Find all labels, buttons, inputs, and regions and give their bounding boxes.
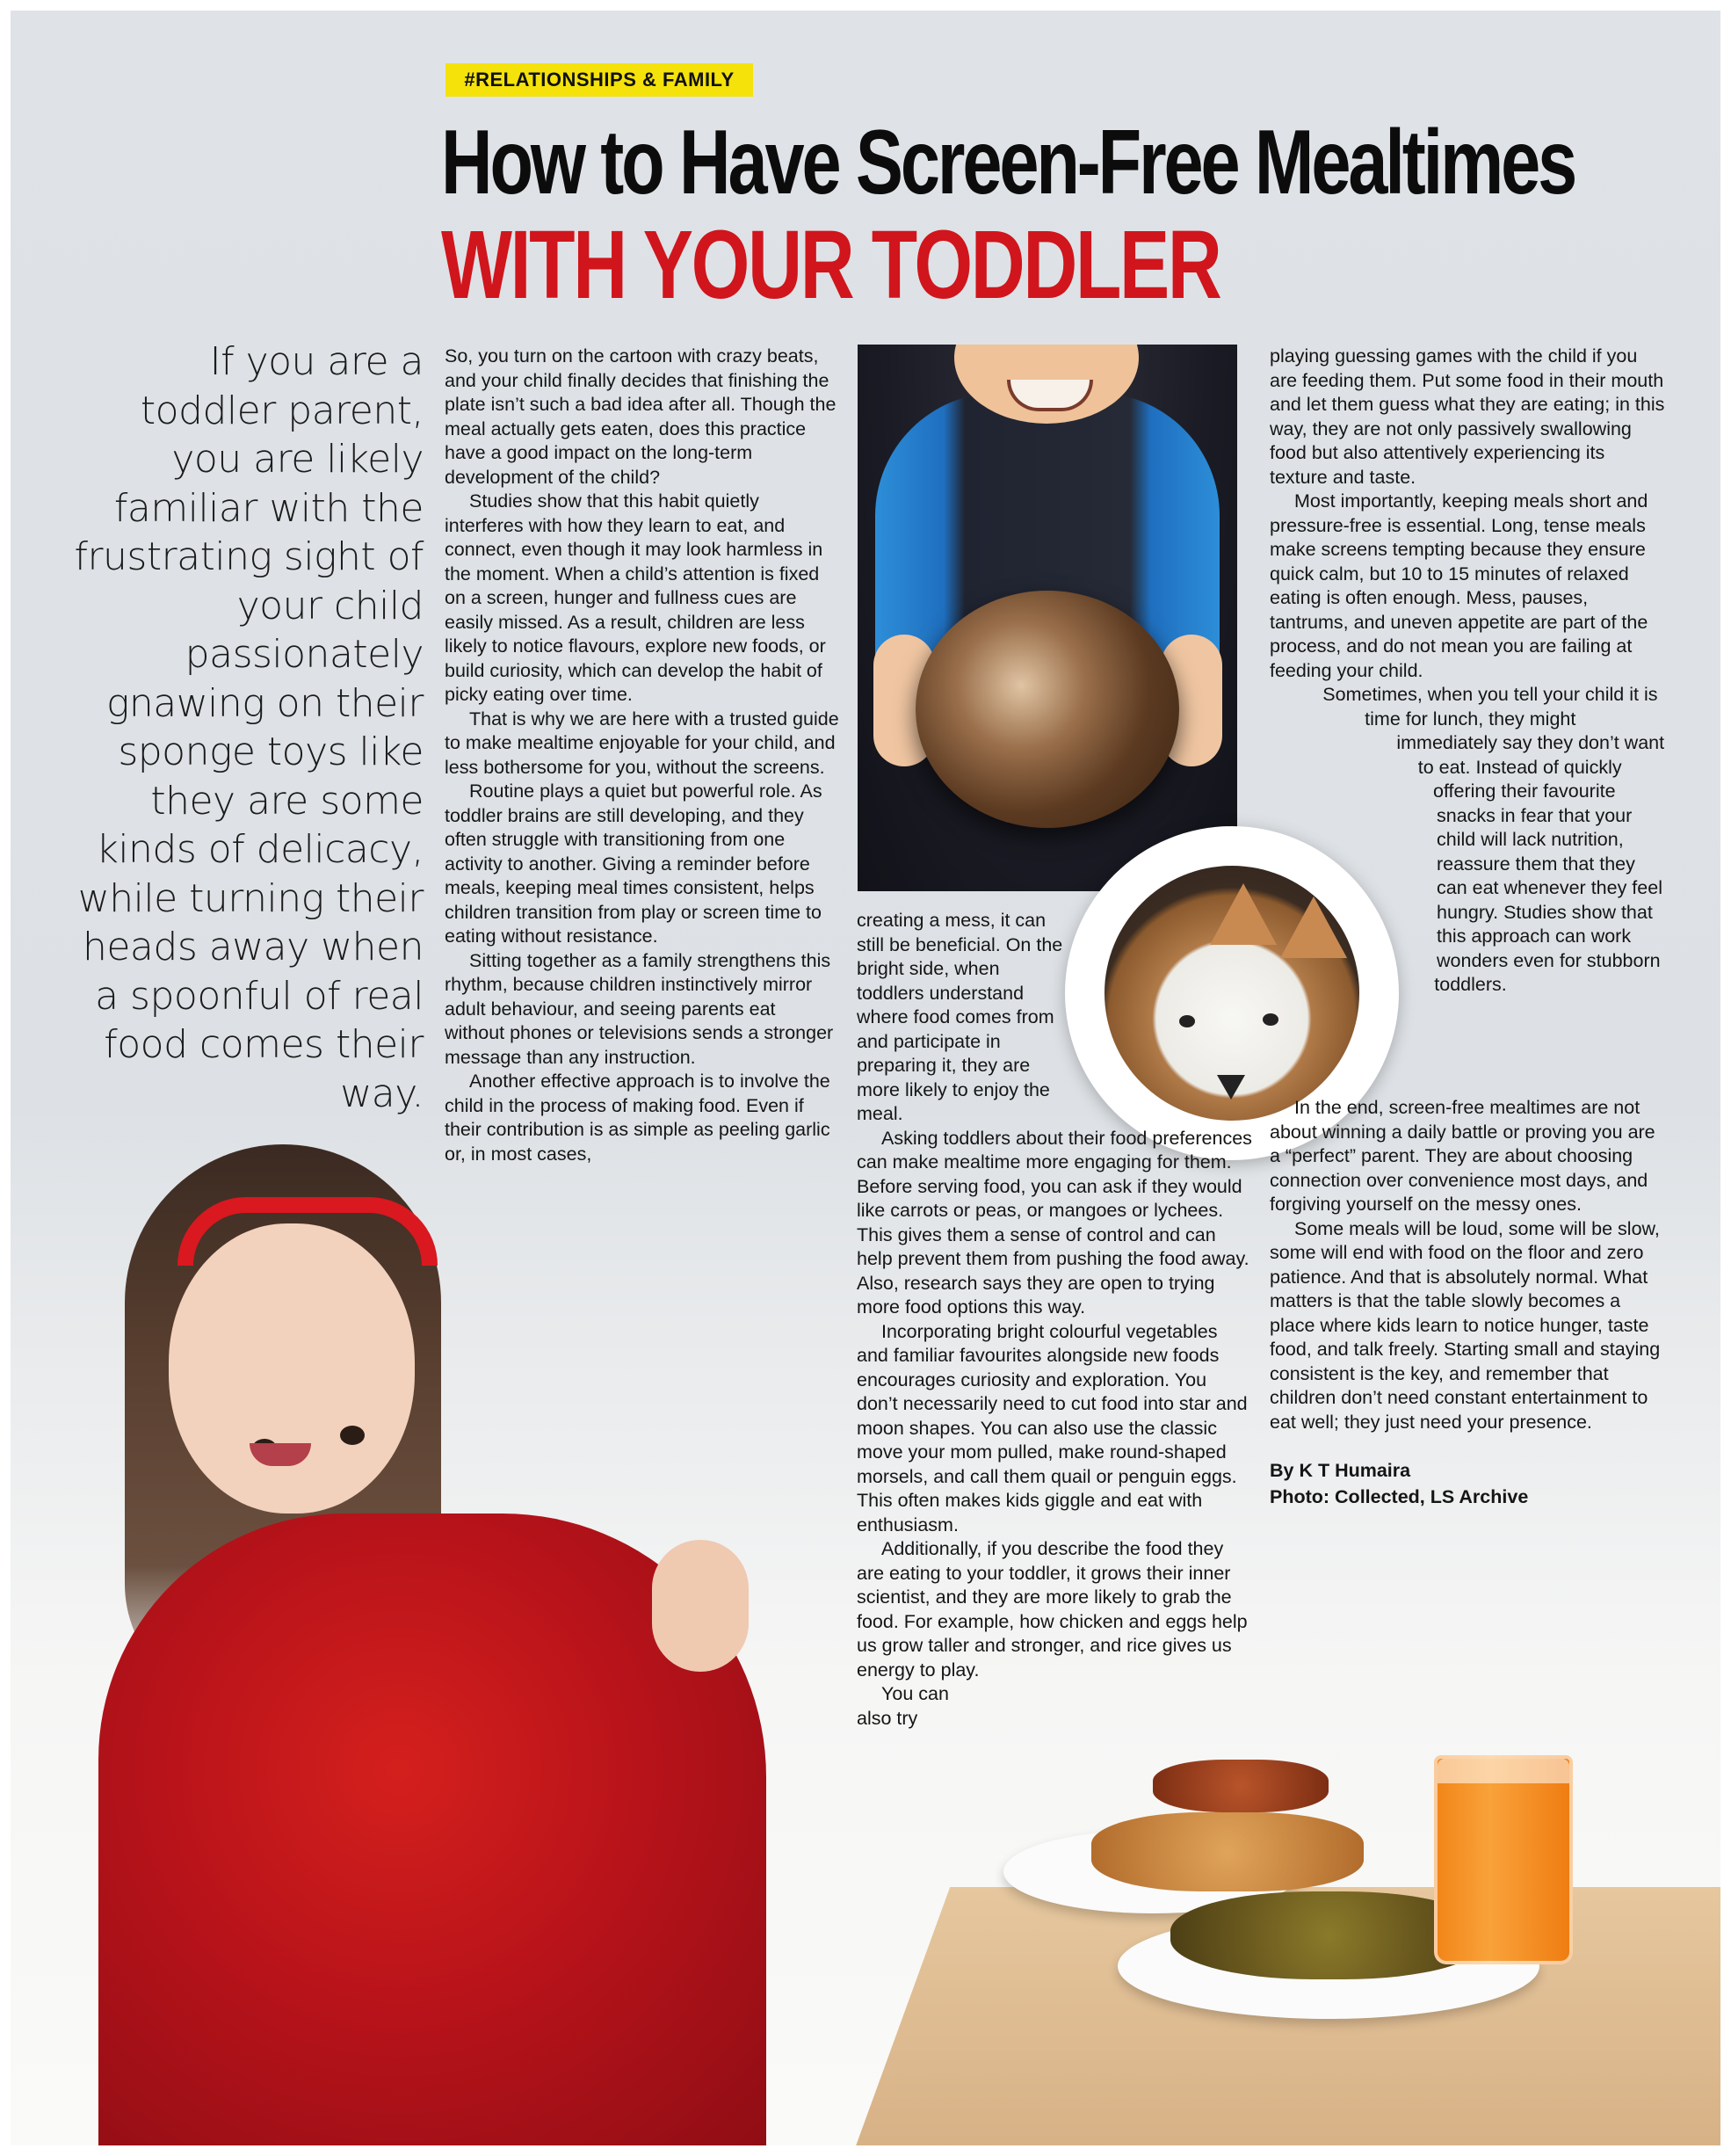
girl-eye-right xyxy=(340,1426,365,1445)
girl-face xyxy=(169,1223,415,1514)
intro-pullquote: If you are a toddler parent, you are likely familiar with the frustrating sight of your child passionately gnawing on their sponge toys like they are some kinds of delicacy, while turning their heads away when a spoonful of real food comes their way. xyxy=(74,339,424,1116)
paragraph: So, you turn on the cartoon with crazy beats, and your child finally decides that finishing the plate isn’t such a bad idea after all. Though the meal actually gets eaten, does this practice have a good impact on the long-term development of the child? xyxy=(445,345,837,488)
paragraph: Incorporating bright colourful vegetables and familiar favourites alongside new foods encourages curiosity and exploration. You don’t necessarily need to cut food into star and moon shapes. You can also use the classic move your mom pulled, make round-shaped morsels, and call them quail or penguin eggs. This often makes kids giggle and eat with enthusiasm. xyxy=(857,1320,1248,1535)
paragraph: In the end, screen-free mealtimes are not about winning a daily battle or proving you are a “perfect” parent. They are about choosing connection over convenience most days, and forgiving yourself on the messy ones. xyxy=(1270,1097,1655,1215)
orange-juice-glass xyxy=(1434,1755,1573,1964)
paragraph: Another effective approach is to involve the child in the process of making food. Even if their contribution is as simple as peeling garlic or, in most cases, xyxy=(445,1071,830,1165)
girl-photo xyxy=(98,1127,889,2145)
paragraph: creating a mess, it can still be beneficial. On the bright side, when toddlers understand where food comes from and participate in preparing it, they are more likely to enjoy the meal. xyxy=(857,910,1063,1124)
article-column-1 xyxy=(445,345,840,1166)
byline-author: By K T Humaira xyxy=(1270,1460,1411,1481)
paragraph: Most importantly, keeping meals short and pressure-free is essential. Long, tense meals make screens tempting because they ensure quick calm, but 10 to 15 minutes of relaxed eating is often enough. Mess, pauses, tantrums, and uneven appetite are part of the process, and do not mean you are failing at feeding your child. xyxy=(1270,490,1648,681)
paragraph: playing guessing games with the child if you are feeding them. Put some food in their mouth and let them guess what they are eating; in this way, they are not only passively swallowing food but also attentively experiencing its texture and taste. xyxy=(1270,345,1665,488)
byline-photo-credit: Photo: Collected, LS Archive xyxy=(1270,1485,1529,1507)
paragraph: Studies show that this habit quietly interferes with how they learn to eat, and connect, even though it may look harmless in the moment. When a child’s attention is fixed on a screen, hunger and fullness cues are easily missed. As a result, children are less likely to notice flavours, explore new foods, or build curiosity, which can develop the habit of picky eating over time. xyxy=(445,490,826,705)
paragraph: You can also try xyxy=(857,1683,949,1729)
section-tag: #RELATIONSHIPS & FAMILY xyxy=(445,63,753,97)
article-column-3 xyxy=(1270,345,1665,1509)
paragraph: Sometimes, when you tell your child it is time for lunch, they might immediately say they don’t want to eat. Instead of quickly offering their favourite snacks in fear that your child will lack nutrition, reassure them that they can eat whenever they feel hungry. Studies show that this approach can work wonders even for stubborn toddlers. xyxy=(1322,684,1665,995)
article-column-2 xyxy=(857,909,1252,1731)
paragraph: That is why we are here with a trusted guide to make mealtime enjoyable for your child, and less bothersome for you, without the screens. xyxy=(445,708,839,778)
paragraph: Asking toddlers about their food preferences can make mealtime more engaging for them. Before serving food, you can ask if they would like carrots or peas, or mangoes or lychees. This gives them a sense of control and can help prevent them from pushing the food away. Also, research says they are open to trying more food options this way. xyxy=(857,1127,1252,1318)
girl-hands xyxy=(652,1540,749,1672)
headline-line1: How to Have Screen-Free Mealtimes xyxy=(441,112,1575,214)
paragraph: Routine plays a quiet but powerful role. As toddler brains are still developing, and they often struggle with transitioning from one activity to another. Giving a reminder before meals, keeping meal times consistent, helps children transition from play or screen time to eating without resistance. xyxy=(445,780,822,947)
magazine-page xyxy=(11,11,1720,2145)
paragraph: Sitting together as a family strengthens this rhythm, because children instinctively mirror adult behaviour, and seeing parents eat without phones or televisions sends a stronger message than any instruction. xyxy=(445,949,834,1068)
sausage-food xyxy=(1153,1760,1329,1812)
paragraph: Additionally, if you describe the food they are eating to your toddler, it grows their inner scientist, and they are more likely to grab the food. For example, how chicken and eggs help us grow taller and stronger, and rice gives us energy to play. xyxy=(857,1538,1248,1681)
headline-line2: WITH YOUR TODDLER xyxy=(441,211,1220,319)
glass-rim xyxy=(1438,1759,1569,1783)
paragraph: Some meals will be loud, some will be slow, some will end with food on the floor and zero patience. And that is absolutely normal. What matters is that the table slowly becomes a place where kids learn to notice hunger, taste food, and talk freely. Starting small and staying consistent is the key, and remember that children don’t need constant entertainment to eat well; they just need your presence. xyxy=(1270,1217,1661,1433)
omelette-food xyxy=(1091,1812,1364,1891)
bread-photo xyxy=(858,345,1237,891)
red-headband xyxy=(177,1197,438,1266)
bread-loaf xyxy=(916,591,1179,828)
